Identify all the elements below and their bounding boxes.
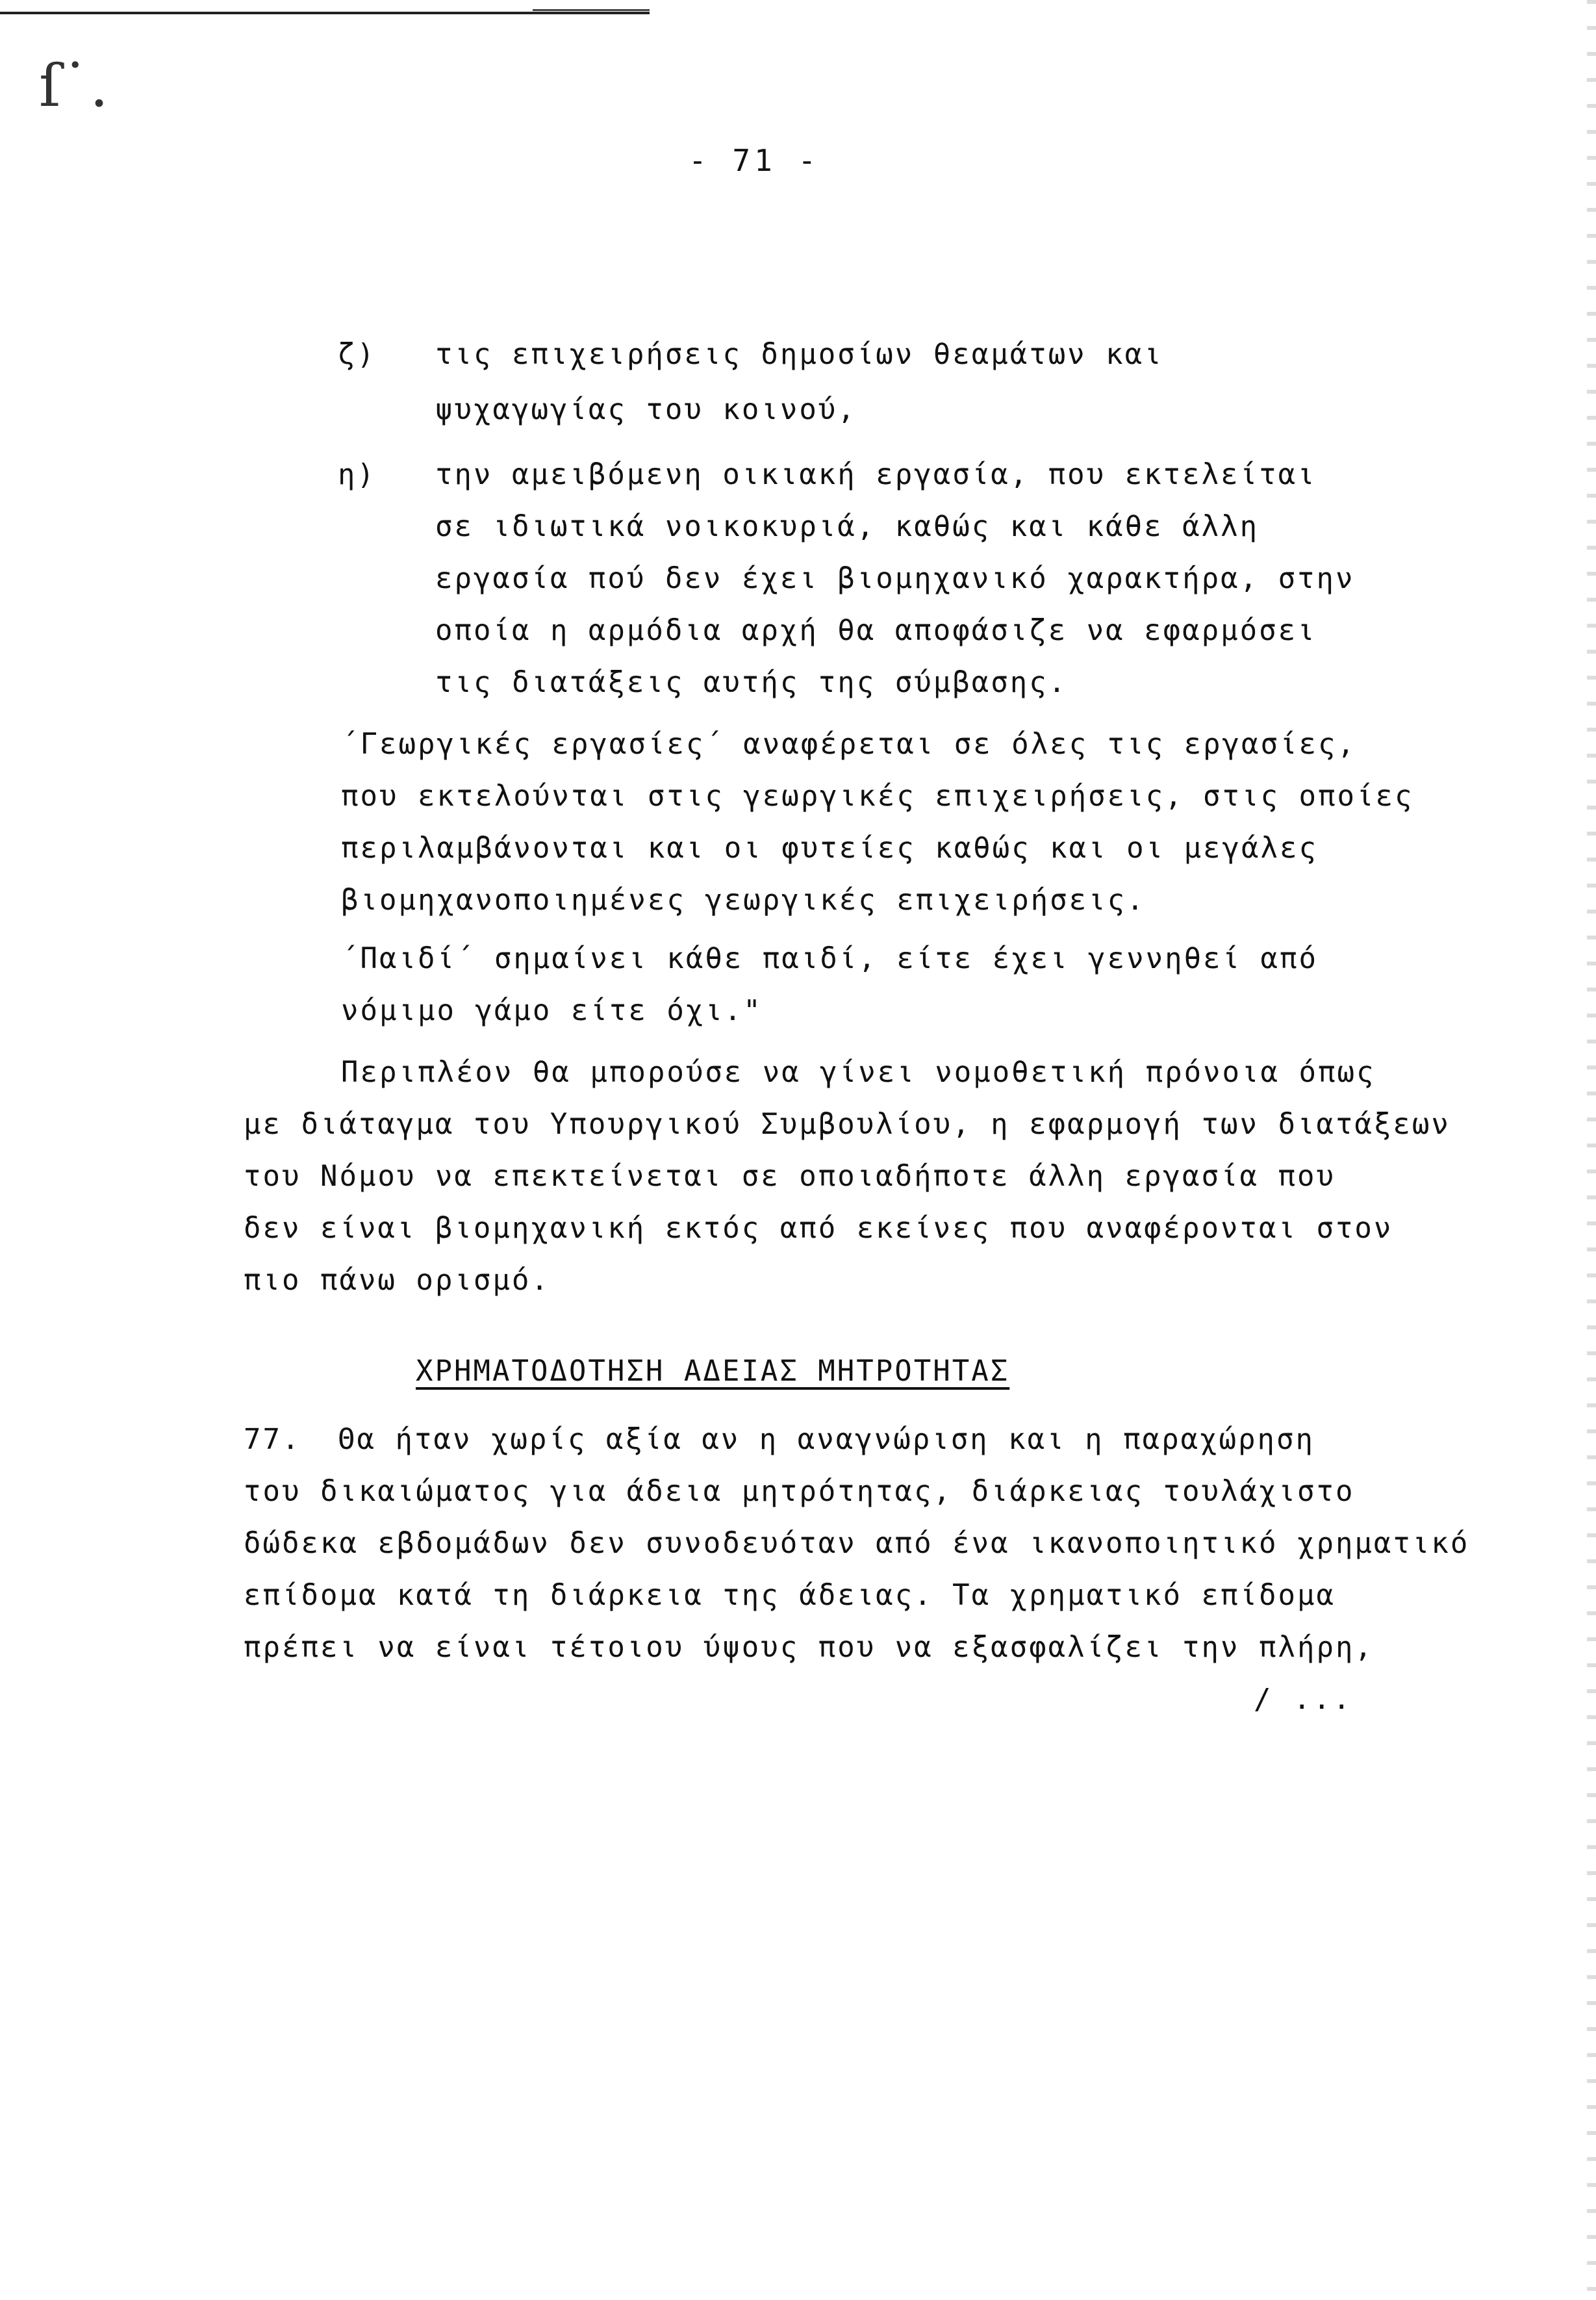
paragraph-line-5: πιο πάνω ορισμό. bbox=[244, 1264, 550, 1297]
section-number: 77. bbox=[244, 1423, 301, 1456]
section-line-1: Θα ήταν χωρίς αξία αν η αναγνώριση και η παραχώρηση bbox=[338, 1423, 1315, 1456]
paragraph-line-2: με διάταγμα του Υπουργικού Συμβουλίου, η εφαρμογή των διατάξεων bbox=[244, 1108, 1450, 1141]
page-number: - 71 - bbox=[689, 143, 820, 178]
scan-edge bbox=[1587, 0, 1596, 2300]
item-eta-line-5: τις διατάξεις αυτής της σύμβασης. bbox=[435, 666, 1068, 699]
continuation-mark: / ... bbox=[1254, 1683, 1353, 1716]
section-line-2: του δικαιώματος για άδεια μητρότητας, διάρκειας τουλάχιστο bbox=[244, 1475, 1355, 1508]
item-zeta-line-1: τις επιχειρήσεις δημοσίων θεαμάτων και bbox=[435, 338, 1163, 371]
item-eta-line-3: εργασία πού δεν έχει βιομηχανικό χαρακτήρα, στην bbox=[435, 562, 1355, 595]
definition-2-line-2: νόμιμο γάμο είτε όχι." bbox=[341, 994, 763, 1027]
section-heading: ΧΡΗΜΑΤΟΔΟΤΗΣΗ ΑΔΕΙΑΣ ΜΗΤΡΟΤΗΤΑΣ bbox=[416, 1355, 1010, 1388]
paragraph-line-4: δεν είναι βιομηχανική εκτός από εκείνες που αναφέρονται στον bbox=[244, 1212, 1393, 1245]
definition-1-line-3: περιλαμβάνονται και οι φυτείες καθώς και οι μεγάλες bbox=[341, 832, 1319, 865]
paragraph-line-1: Περιπλέον θα μπορούσε να γίνει νομοθετική πρόνοια όπως bbox=[341, 1056, 1376, 1089]
item-zeta-line-2: ψυχαγωγίας του κοινού, bbox=[435, 393, 857, 426]
definition-1-line-1: ΄Γεωργικές εργασίες΄ αναφέρεται σε όλες τις εργασίες, bbox=[341, 728, 1356, 761]
definition-1-line-4: βιομηχανοποιημένες γεωργικές επιχειρήσεις. bbox=[341, 884, 1146, 917]
section-line-4: επίδομα κατά τη διάρκεια της άδειας. Τα χρηματικό επίδομα bbox=[244, 1579, 1336, 1612]
paragraph-line-3: του Νόμου να επεκτείνεται σε οποιαδήποτε άλλη εργασία που bbox=[244, 1160, 1336, 1193]
item-eta-line-1: την αμειβόμενη οικιακή εργασία, που εκτελείται bbox=[435, 458, 1317, 491]
item-eta-line-4: οποία η αρμόδια αρχή θα αποφάσιζε να εφαρμόσει bbox=[435, 614, 1317, 647]
item-label-zeta: ζ) bbox=[338, 338, 376, 371]
corner-scribble: ſ˙. bbox=[39, 52, 108, 120]
section-line-3: δώδεκα εβδομάδων δεν συνοδευόταν από ένα ικανοποιητικό χρηματικό bbox=[244, 1527, 1470, 1560]
definition-2-line-1: ΄Παιδί΄ σημαίνει κάθε παιδί, είτε έχει γεννηθεί από bbox=[341, 942, 1319, 975]
definition-1-line-2: που εκτελούνται στις γεωργικές επιχειρήσεις, στις οποίες bbox=[341, 780, 1414, 813]
item-label-eta: η) bbox=[338, 458, 376, 491]
section-line-5: πρέπει να είναι τέτοιου ύψους που να εξασφαλίζει την πλήρη, bbox=[244, 1631, 1374, 1664]
top-rule-secondary bbox=[533, 9, 650, 11]
top-rule bbox=[0, 12, 650, 14]
item-eta-line-2: σε ιδιωτικά νοικοκυριά, καθώς και κάθε άλλη bbox=[435, 510, 1260, 543]
